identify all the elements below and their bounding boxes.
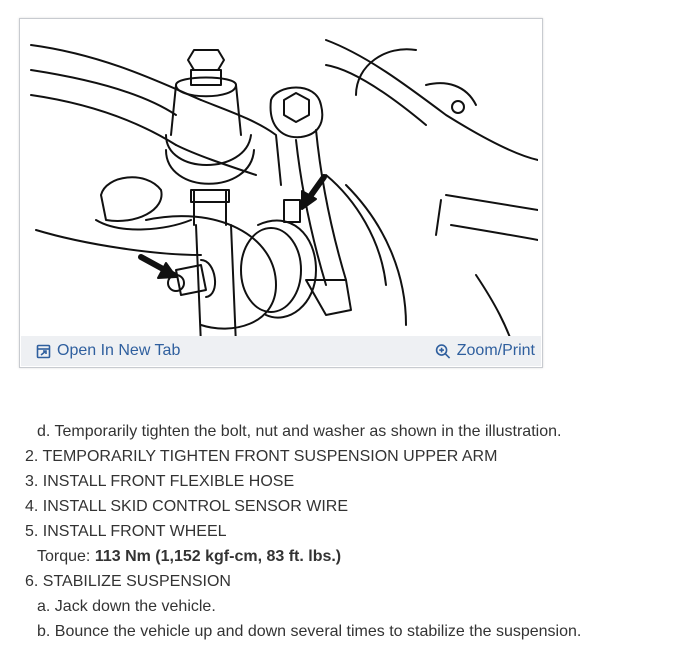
figure-toolbar	[21, 336, 541, 366]
torque-label: Torque:	[37, 548, 95, 565]
torque-value: 113 Nm (1,152 kgf-cm, 83 ft. lbs.)	[94, 548, 342, 565]
zoom-print-label: Zoom/Print	[456, 342, 535, 359]
open-in-new-tab-button[interactable]	[35, 336, 180, 366]
step-4-heading: 4. INSTALL SKID CONTROL SENSOR WIRE	[25, 498, 349, 515]
torque-spec	[37, 547, 341, 567]
zoom-print-button[interactable]	[435, 336, 535, 366]
zoom-in-icon	[435, 343, 451, 359]
step-2-heading: 2. TEMPORARILY TIGHTEN FRONT SUSPENSION UPPER ARM	[25, 448, 498, 465]
illustration-card	[19, 18, 543, 368]
step-5-heading: 5. INSTALL FRONT WHEEL	[25, 523, 227, 540]
suspension-illustration	[26, 25, 538, 353]
open-in-new-tab-label: Open In New Tab	[57, 342, 181, 359]
step-a-text: a. Jack down the vehicle.	[37, 598, 216, 615]
step-6-heading: 6. STABILIZE SUSPENSION	[25, 573, 231, 590]
step-b-text: b. Bounce the vehicle up and down several times to stabilize the suspension.	[37, 623, 582, 640]
step-3-heading: 3. INSTALL FRONT FLEXIBLE HOSE	[25, 473, 295, 490]
open-new-tab-icon	[35, 343, 51, 359]
step-d-text: d. Temporarily tighten the bolt, nut and washer as shown in the illustration.	[37, 423, 562, 440]
